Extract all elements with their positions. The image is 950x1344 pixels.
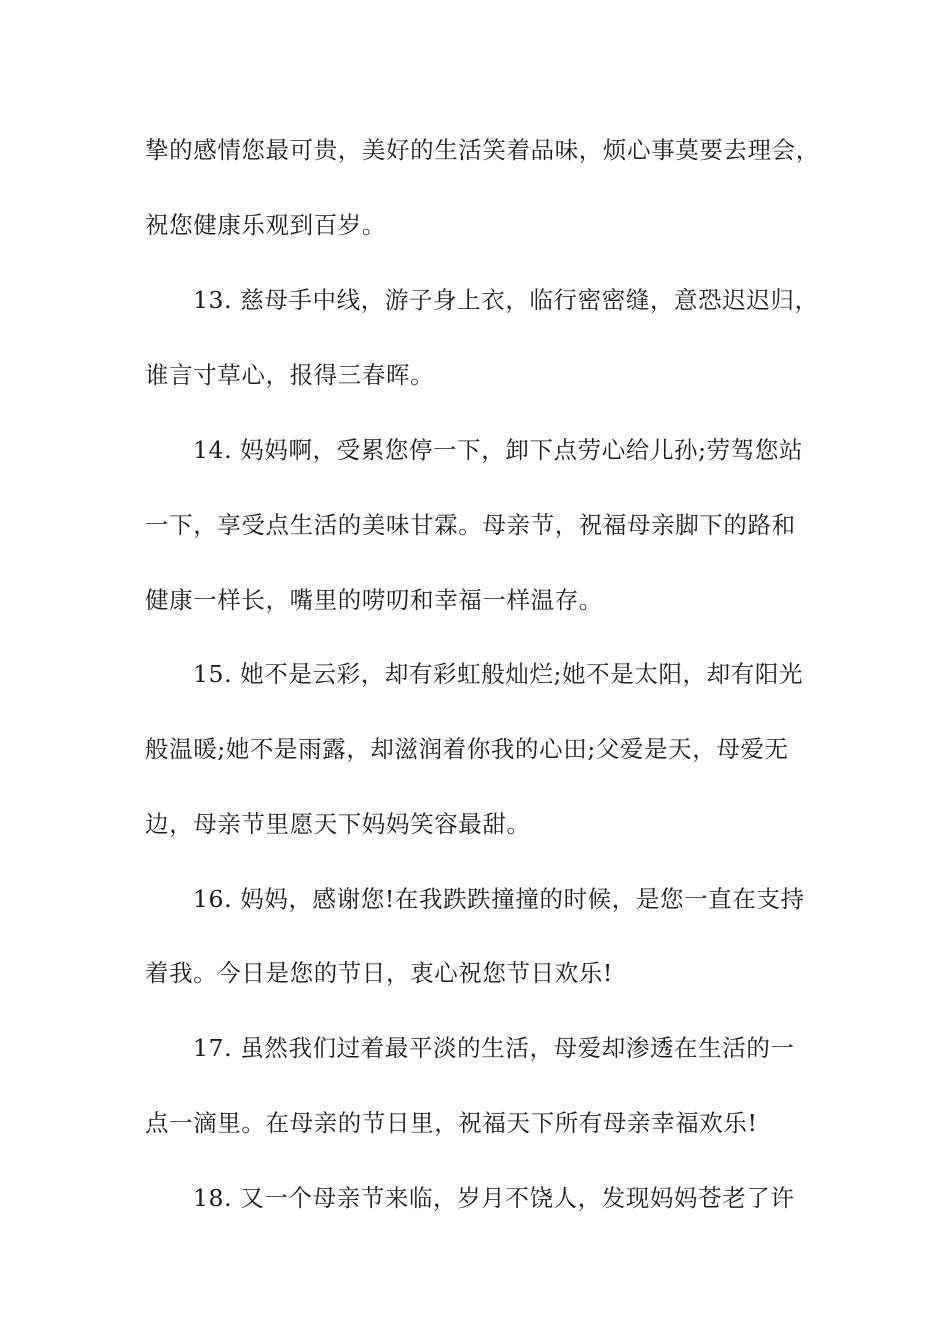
text-line: 般温暖;她不是雨露，却滋润着你我的心田;父爱是天，母爱无 — [145, 735, 789, 763]
text-line: 点一滴里。在母亲的节日里，祝福天下所有母亲幸福欢乐! — [145, 1109, 758, 1137]
text-line: 挚的感情您最可贵，美好的生活笑着品味，烦心事莫要去理会， — [145, 136, 820, 164]
paragraph-first-line: 17. 虽然我们过着最平淡的生活，母爱却渗透在生活的一 — [193, 1034, 795, 1062]
text-line: 边，母亲节里愿天下妈妈笑容最甜。 — [145, 810, 531, 838]
text-line: 健康一样长，嘴里的唠叨和幸福一样温存。 — [145, 586, 603, 614]
paragraph-first-line: 18. 又一个母亲节来临，岁月不饶人，发现妈妈苍老了许 — [193, 1184, 795, 1212]
paragraph-first-line: 15. 她不是云彩，却有彩虹般灿烂;她不是太阳，却有阳光 — [193, 660, 804, 688]
paragraph-first-line: 13. 慈母手中线，游子身上衣，临行密密缝，意恐迟迟归， — [193, 286, 819, 314]
text-line: 着我。今日是您的节日，衷心祝您节日欢乐! — [145, 959, 613, 987]
text-line: 祝您健康乐观到百岁。 — [145, 211, 386, 239]
text-line: 一下，享受点生活的美味甘霖。母亲节，祝福母亲脚下的路和 — [145, 511, 796, 539]
paragraph-first-line: 16. 妈妈，感谢您!在我跌跌撞撞的时候，是您一直在支持 — [193, 885, 805, 913]
text-line: 谁言寸草心，报得三春晖。 — [145, 361, 435, 389]
paragraph-first-line: 14. 妈妈啊，受累您停一下，卸下点劳心给儿孙;劳驾您站 — [193, 436, 804, 464]
